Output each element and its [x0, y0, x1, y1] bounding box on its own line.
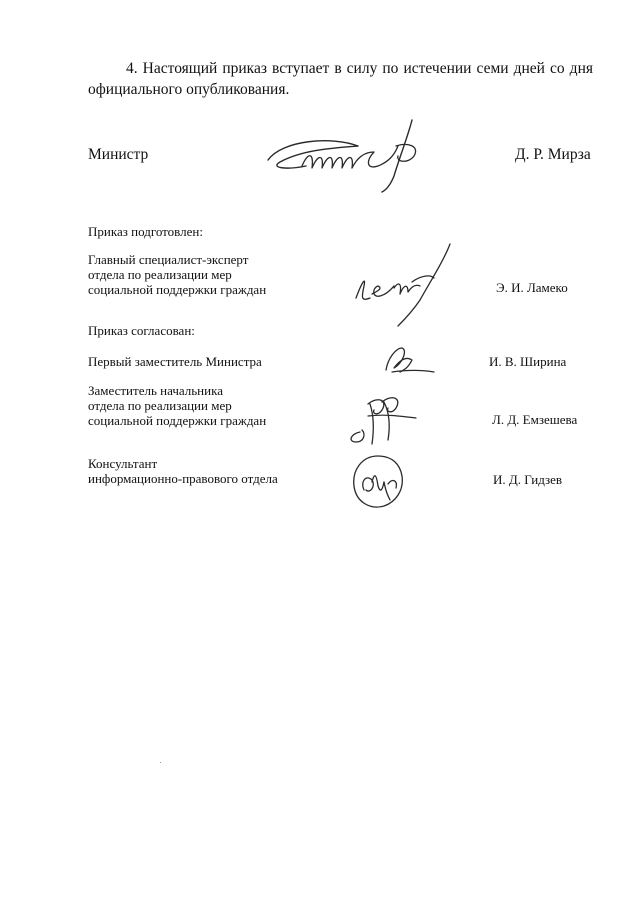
prepared-position-line: социальной поддержки граждан — [88, 282, 267, 297]
agreed-entry-2-name: Л. Д. Емзешева — [492, 412, 578, 427]
agreed-entry-position — [88, 383, 266, 428]
prepared-name: Э. И. Ламеко — [496, 280, 568, 295]
agreed-entry-position-line: социальной поддержки граждан — [88, 413, 267, 428]
prepared-signature — [350, 242, 462, 326]
agreed-entry-position — [88, 354, 262, 369]
clause-4-paragraph: 4. Настоящий приказ вступает в силу по истечении семи дней со дня официального опубликования. — [88, 60, 593, 98]
agreed-entry-1-name: И. В. Ширина — [489, 354, 567, 369]
agreed-entry-position-line: информационно-правового отдела — [88, 471, 278, 486]
agreed-entry-position-line: Заместитель начальника — [88, 383, 223, 398]
agreed-entry-position — [88, 456, 278, 486]
prepared-position-line: Главный специалист-эксперт — [88, 252, 249, 267]
prepared-position-line: отдела по реализации мер — [88, 267, 232, 282]
minister-name: Д. Р. Мирза — [515, 146, 591, 163]
agreed-entry-position-line: отдела по реализации мер — [88, 398, 232, 413]
minister-signature — [262, 116, 432, 192]
agreed-entry-position-line: Консультант — [88, 456, 158, 471]
agreed-heading: Приказ согласован: — [88, 323, 195, 338]
agreed-entry-position-line: Первый заместитель Министра — [88, 354, 262, 369]
agreed-entry-3-signature — [348, 452, 408, 512]
scan-speck — [160, 762, 161, 763]
minister-title: Министр — [88, 146, 149, 163]
agreed-entry-1-signature — [378, 342, 438, 376]
agreed-entry-3-name: И. Д. Гидзев — [493, 472, 563, 487]
agreed-entry-2-signature — [344, 390, 420, 446]
prepared-heading: Приказ подготовлен: — [88, 224, 203, 239]
prepared-position — [88, 252, 266, 297]
